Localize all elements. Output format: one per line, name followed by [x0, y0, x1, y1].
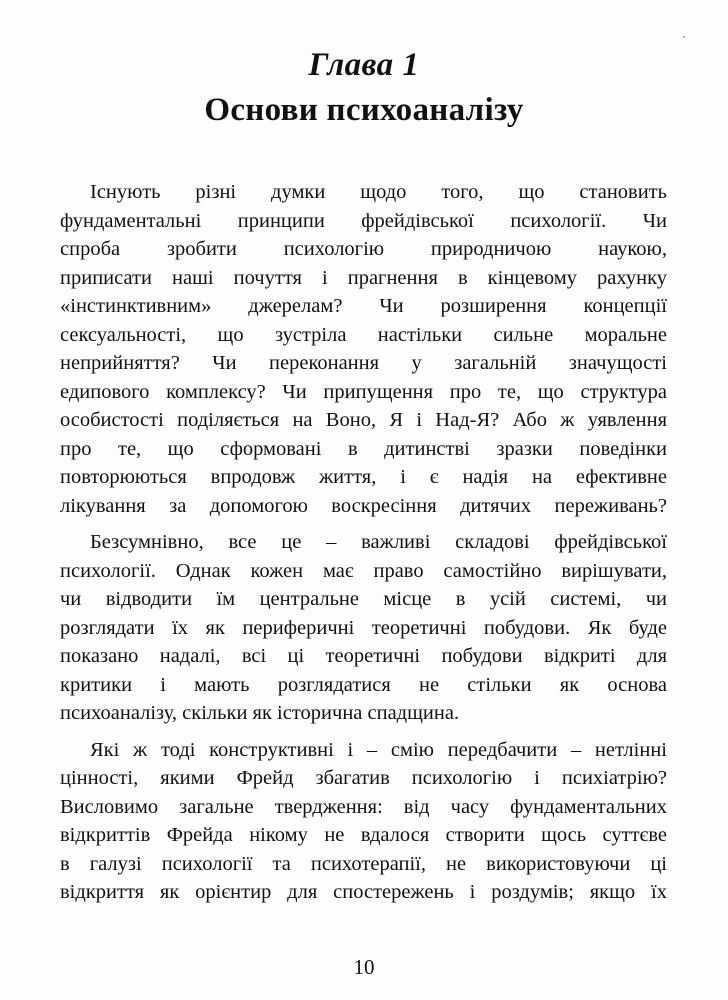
text-line: особистості поділяється на Воно, Я і Над-Я? Або ж уявлення	[60, 409, 667, 431]
paragraph-3	[60, 736, 667, 907]
text-line: показано надалі, всі ці теоретичні побудови відкриті для	[60, 645, 667, 667]
text-line: едипового комплексу? Чи припущення про те, що структура	[60, 380, 667, 403]
text-line: «інстинктивним» джерелам? Чи розширення концепції	[60, 295, 667, 317]
text-line: критики і мають розглядатися не стільки як основа	[60, 673, 667, 696]
text-line: розглядати їх як периферичні теоретичні побудови. Як буде	[60, 616, 667, 639]
paragraph-1	[60, 178, 667, 520]
paragraph-2	[60, 528, 667, 728]
text-line: психоаналізу, скільки як історична спадщина.	[60, 702, 460, 724]
text-line: повторюються впродовж життя, і є надія на ефективне	[60, 466, 667, 488]
text-line: відкриттів Фрейда нікому не вдалося створити щось суттєве	[60, 824, 667, 846]
text-line: психології. Однак кожен має право самостійно вирішувати,	[60, 559, 667, 582]
chapter-title: Основи психоаналізу	[204, 92, 524, 128]
text-line: Які ж тоді конструктивні і – смію передбачити – нетлінні	[90, 738, 667, 761]
text-line: Безсумнівно, все це – важливі складові фрейдівської	[90, 531, 667, 553]
text-line: фундаментальні принципи фрейдівської психології. Чи	[60, 209, 667, 232]
paragraph-gap	[60, 728, 667, 736]
body-text	[60, 178, 667, 907]
page-number: 10	[353, 955, 375, 979]
text-line: лікування за допомогою воскресіння дитячих переживань?	[60, 494, 667, 517]
text-line: Висловимо загальне твердження: від часу фундаментальних	[60, 795, 667, 818]
text-line: Існують різні думки щодо того, що становить	[90, 181, 667, 203]
text-line: відкриття як орієнтир для спостережень і роздумів; якщо їх	[60, 881, 667, 903]
paragraph-gap	[60, 520, 667, 528]
text-line: в галузі психології та психотерапії, не використовуючи ці	[60, 852, 667, 875]
margin-speck	[683, 36, 685, 38]
text-line: про те, що сформовані в дитинстві зразки поведінки	[60, 437, 667, 460]
text-line: спроба зробити психологію природничою наукою,	[60, 238, 667, 260]
text-line: цінності, якими Фрейд збагатив психологію і психіатрію?	[60, 767, 667, 789]
text-line: приписати наші почуття і прагнення в кінцевому рахунку	[60, 266, 667, 289]
chapter-number: Глава 1	[308, 47, 420, 83]
text-line: неприйняття? Чи переконання у загальній значущості	[60, 352, 667, 374]
text-line: сексуальності, що зустріла настільки сильне моральне	[60, 323, 667, 346]
text-line: чи відводити їм центральне місце в усій системі, чи	[60, 588, 667, 610]
